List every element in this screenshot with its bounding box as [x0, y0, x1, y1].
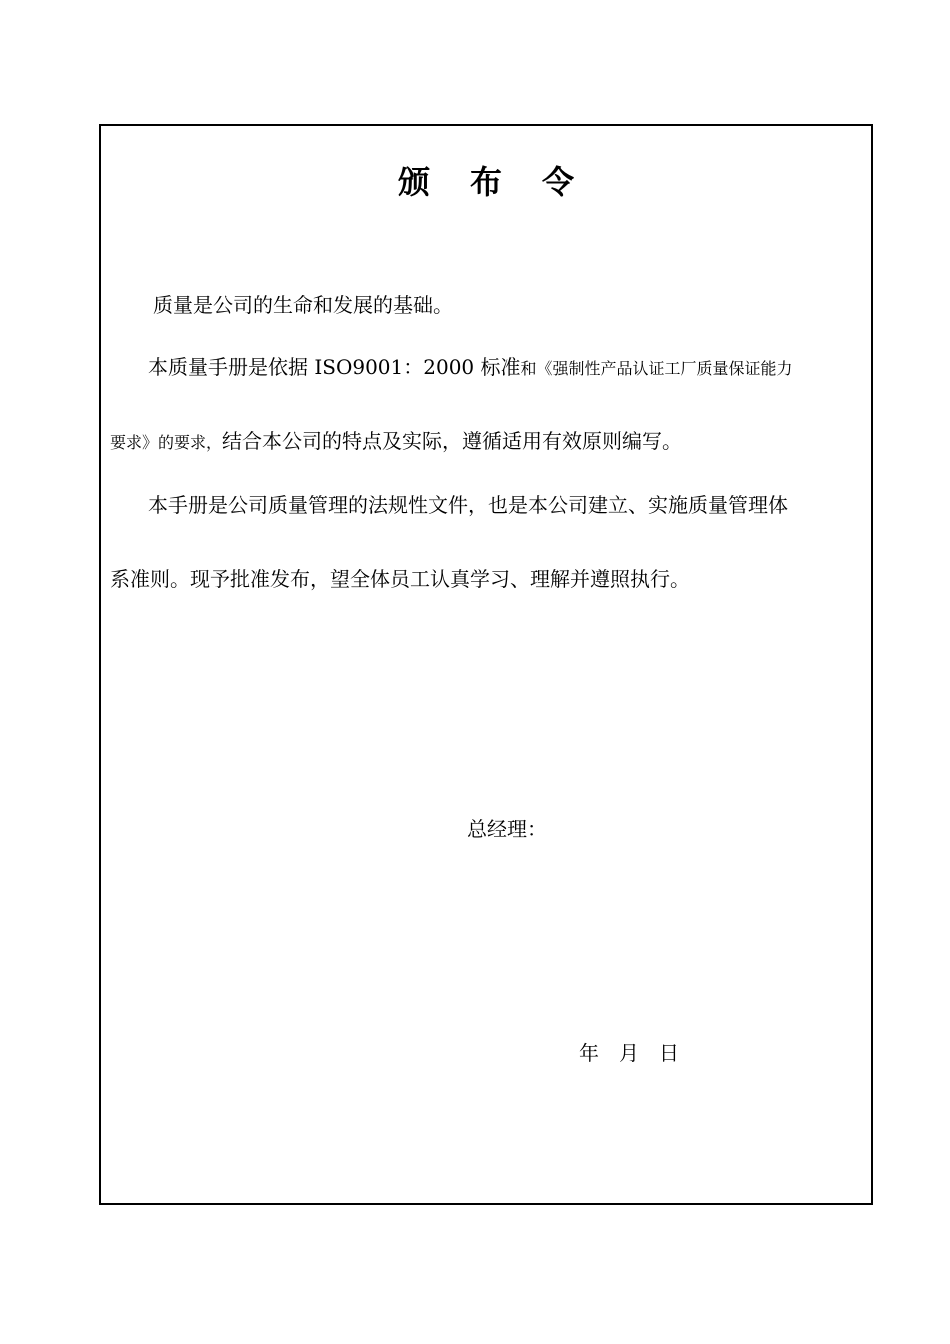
paragraph-2-line-1	[148, 354, 793, 382]
title-char-3: 令	[542, 163, 575, 201]
title-char-1: 颁	[397, 163, 430, 201]
paragraph-1: 质量是公司的生命和发展的基础。	[153, 293, 453, 317]
paragraph-3-line-2: 系准则。现予批准发布，望全体员工认真学习、理解并遵照执行。	[110, 567, 690, 591]
paragraph-2-line-1-main: 本质量手册是依据 ISO9001：2000 标准	[148, 355, 521, 379]
decree-frame	[99, 124, 873, 1205]
paragraph-2-line-2-main: 结合本公司的特点及实际，遵循适用有效原则编写。	[222, 429, 683, 453]
date-year-label: 年	[579, 1041, 599, 1065]
date-month-label: 月	[619, 1041, 639, 1065]
date-day-label: 日	[659, 1041, 679, 1065]
date-line	[579, 1040, 699, 1066]
paragraph-3-line-1: 本手册是公司质量管理的法规性文件，也是本公司建立、实施质量管理体	[148, 493, 788, 517]
title-char-2: 布	[469, 163, 502, 201]
paragraph-2-line-1-small: 和《强制性产品认证工厂质量保证能力	[520, 359, 793, 378]
general-manager-signature-label: 总经理：	[467, 817, 547, 841]
paragraph-2-line-2-small: 要求》的要求，	[110, 433, 223, 452]
paragraph-2-line-2	[110, 428, 682, 456]
page-title	[101, 162, 871, 202]
